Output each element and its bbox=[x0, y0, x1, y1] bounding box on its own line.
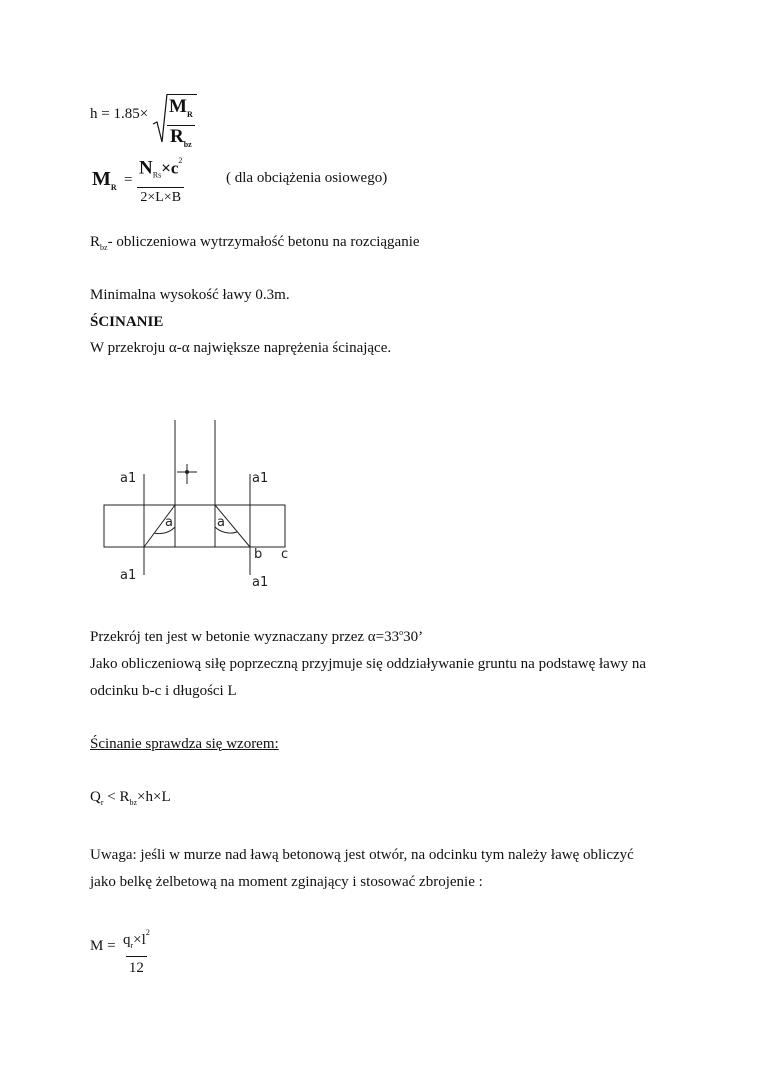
formula-mr-eq: = bbox=[124, 172, 133, 188]
formula-h-num: M bbox=[169, 96, 187, 117]
moment-formula-fraction: $\frac{q_r\times l^2}{12}$ bbox=[120, 926, 153, 979]
label-a1-bottom-left: a1 bbox=[120, 568, 137, 583]
moment-formula bbox=[90, 926, 250, 976]
label-c: c bbox=[281, 547, 289, 562]
label-alpha-right: a bbox=[217, 515, 225, 530]
crosshair-center bbox=[186, 471, 189, 474]
formula-h-fraction: $M_R$ $R_{bz}$ bbox=[166, 96, 196, 156]
heading-shear: ŚCINANIE bbox=[90, 314, 164, 330]
footing-rect bbox=[104, 505, 285, 547]
check-formula: $Q_r < R_{bz}\times h\times L$ bbox=[90, 789, 171, 807]
min-height-text: Minimalna wysokość ławy 0.3m. bbox=[90, 287, 290, 303]
label-alpha-left: a bbox=[165, 515, 173, 530]
label-b: b bbox=[254, 547, 263, 562]
note-line1: Uwaga: jeśli w murze nad ławą betonową jest otwór, na odcinku tym należy ławę obliczyć bbox=[90, 847, 634, 863]
note-line2: jako belkę żelbetową na moment zginający i stosować zbrojenie : bbox=[90, 874, 483, 890]
check-heading: Ścinanie sprawdza się wzorem: bbox=[90, 736, 279, 752]
formula-mr-note: ( dla obciążenia osiowego) bbox=[226, 170, 388, 186]
moment-formula-lhs: M = bbox=[90, 938, 116, 954]
shear-force-line2: odcinku b-c i długości L bbox=[90, 683, 237, 699]
shear-force-line1: Jako obliczeniową siłę poprzeczną przyjmuje się oddziaływanie gruntu na podstawę ławy na bbox=[90, 656, 647, 672]
formula-mr-lhs: $M_R$ bbox=[92, 168, 117, 192]
section-angle-text: Przekrój ten jest w betonie wyznaczany przez $\alpha=33^o30$’ bbox=[90, 628, 424, 645]
label-a1-top-right: a1 bbox=[252, 471, 269, 486]
formula-h-lhs: h = 1.85× bbox=[90, 106, 149, 122]
rbz-definition: $R_{bz}-$ obliczeniowa wytrzymałość betonu na rozciąganie bbox=[90, 234, 420, 252]
formula-mr-fraction: $N_{Rs}\times c^2$ 2×L×B bbox=[136, 154, 185, 208]
label-a1-top-left: a1 bbox=[120, 471, 137, 486]
section-text: W przekroju α-α największe naprężenia ścinające. bbox=[90, 340, 392, 356]
formula-h-den: R bbox=[169, 125, 184, 147]
label-a1-bottom-right: a1 bbox=[252, 575, 269, 590]
